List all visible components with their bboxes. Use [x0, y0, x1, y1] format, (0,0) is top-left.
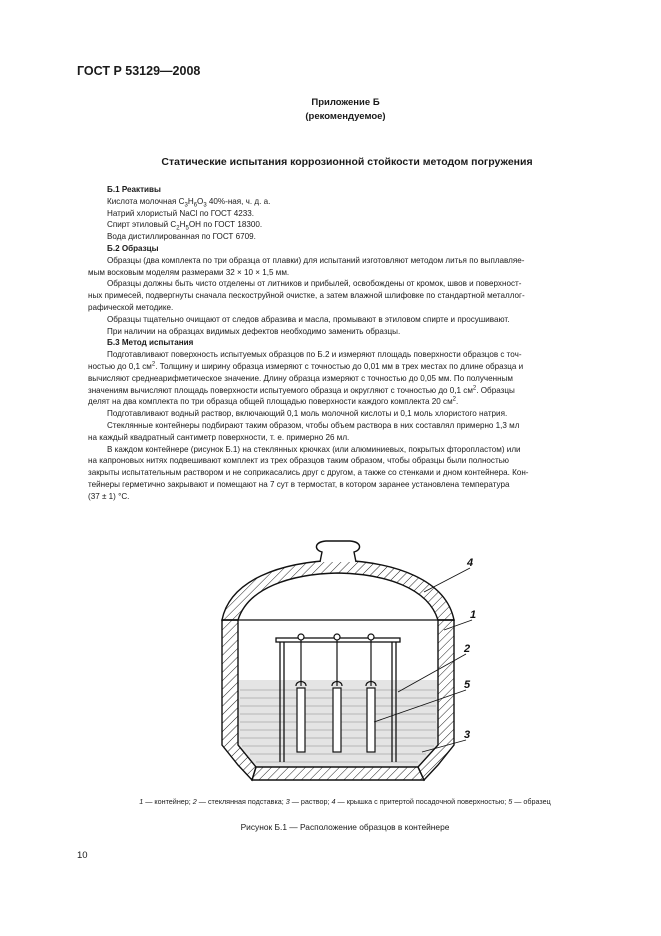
legend-num: 4 — [331, 797, 336, 806]
section-b1-heading: Б.1 Реактивы — [107, 185, 161, 194]
legend-num: 3 — [285, 797, 290, 806]
paragraph-line: на каждый квадратный сантиметр поверхности, т. е. примерно 26 мл. — [88, 432, 350, 442]
reagent-lactic-acid: Кислота молочная $С_3Н_6О_3$ 40%-ная, ч. д. а. — [107, 196, 271, 209]
legend-text: — стеклянная подставка; — [196, 797, 286, 806]
lid — [222, 560, 454, 620]
label-1: 1 — [470, 609, 477, 621]
section-b2-heading: Б.2 Образцы — [107, 243, 159, 253]
legend-num: 5 — [508, 797, 513, 806]
reagent-sodium-chloride: Натрий хлористый NaCl по ГОСТ 4233. — [107, 208, 255, 218]
section-b3-heading: Б.3 Метод испытания — [107, 338, 194, 348]
paragraph-line: тейнеры герметично закрывают и помещают на 7 сут в термостат, в котором заранее установлена температура — [88, 479, 510, 489]
paragraph-line: рафической методике. — [88, 302, 174, 312]
label-2: 2 — [464, 643, 471, 655]
legend-num: 2 — [192, 797, 197, 806]
paragraph-line: ных примесей, подвергнуты сначала пескоструйной очистке, а затем влажной шлифовке по стандартной металлог- — [88, 291, 525, 301]
paragraph-line: В каждом контейнере (рисунок Б.1) на стеклянных крючках (или алюминиевых, покрытых фторопластом) или — [107, 444, 521, 454]
container-bottom — [252, 767, 424, 780]
reagent-water: Вода дистиллированная по ГОСТ 6709. — [107, 232, 256, 242]
document-header: ГОСТ Р 53129—2008 — [77, 64, 201, 78]
paragraph-line: Образцы тщательно очищают от следов абразива и масла, промывают в этиловом спирте и просушивают. — [107, 314, 510, 324]
legend-text: — крышка с притертой посадочной поверхностью; — [335, 797, 509, 806]
document-body — [88, 184, 602, 503]
legend-text: — контейнер; — [143, 797, 193, 806]
section-title: Статические испытания коррозионной стойкости методом погружения — [161, 156, 533, 168]
paragraph-line: Стеклянные контейнеры подбирают таким образом, чтобы объем раствора в них составлял примерно 1,3 мл — [107, 420, 520, 430]
paragraph-line: на капроновых нитях подвешивают комплект из трех образцов таким образом, чтобы образцы были полностью — [88, 456, 509, 466]
container-diagram — [210, 540, 490, 795]
paragraph-line: (37 ± 1) °С. — [88, 491, 130, 501]
paragraph-line: Образцы (два комплекта по три образца от плавки) для испытаний изготовляют методом литья по выплавляе- — [107, 255, 525, 265]
page-number: 10 — [77, 850, 88, 861]
legend-text: — образец — [512, 797, 551, 806]
annex-heading — [0, 96, 661, 124]
paragraph-line: Образцы должны быть чисто отделены от литников и прибылей, освобождены от кромок, швов и поверхност- — [107, 279, 522, 289]
paragraph-line: ностью до 0,1 $см^2$. Толщину и ширину образца измеряют с точностью до 0,01 мм в трех местах по длине образца и — [88, 361, 524, 371]
reagent-ethanol: Спирт этиловый $С_2Н_5ОН$ по ГОСТ 18300. — [107, 220, 263, 232]
legend-num: 1 — [139, 797, 144, 806]
label-4: 4 — [467, 557, 474, 569]
paragraph-line: вычисляют среднеарифметическое значение. Длину образца измеряют с точностью до 0,05 мм. По полученным — [88, 373, 513, 383]
annex-name: Приложение Б — [311, 97, 380, 108]
paragraph-line: При наличии на образцах видимых дефектов необходимо заменить образцы. — [107, 326, 401, 336]
annex-status: (рекомендуемое) — [305, 111, 386, 122]
lid-knob — [316, 541, 359, 562]
paragraph-line: делят на два комплекта по три образца общей площадью поверхности каждого комплекта 20 $см^2$. — [88, 396, 459, 407]
figure-caption: Рисунок Б.1 — Расположение образцов в контейнере — [240, 822, 450, 832]
figure-legend — [88, 797, 602, 806]
label-3: 3 — [464, 729, 471, 741]
legend-text: — раствор; — [289, 797, 332, 806]
paragraph-line: Подготавливают водный раствор, включающий 0,1 моль молочной кислоты и 0,1 моль хлористого натрия. — [107, 409, 508, 419]
label-5: 5 — [464, 679, 471, 691]
paragraph-line: мым восковым моделям размерами 32 × 10 × 1,5 мм. — [88, 267, 290, 277]
paragraph-line: Подготавливают поверхность испытуемых образцов по Б.2 и измеряют площадь поверхности образцов с точ- — [107, 350, 522, 360]
paragraph-line: значениям вычисляют площадь поверхности испытуемого образца и округляют с точностью до 0,1 $см^2$. Образцы — [88, 384, 515, 395]
paragraph-line: закрыты испытательным раствором и не соприкасались друг с другом, а также со стенками и дном контейнера. Кон- — [88, 468, 529, 478]
